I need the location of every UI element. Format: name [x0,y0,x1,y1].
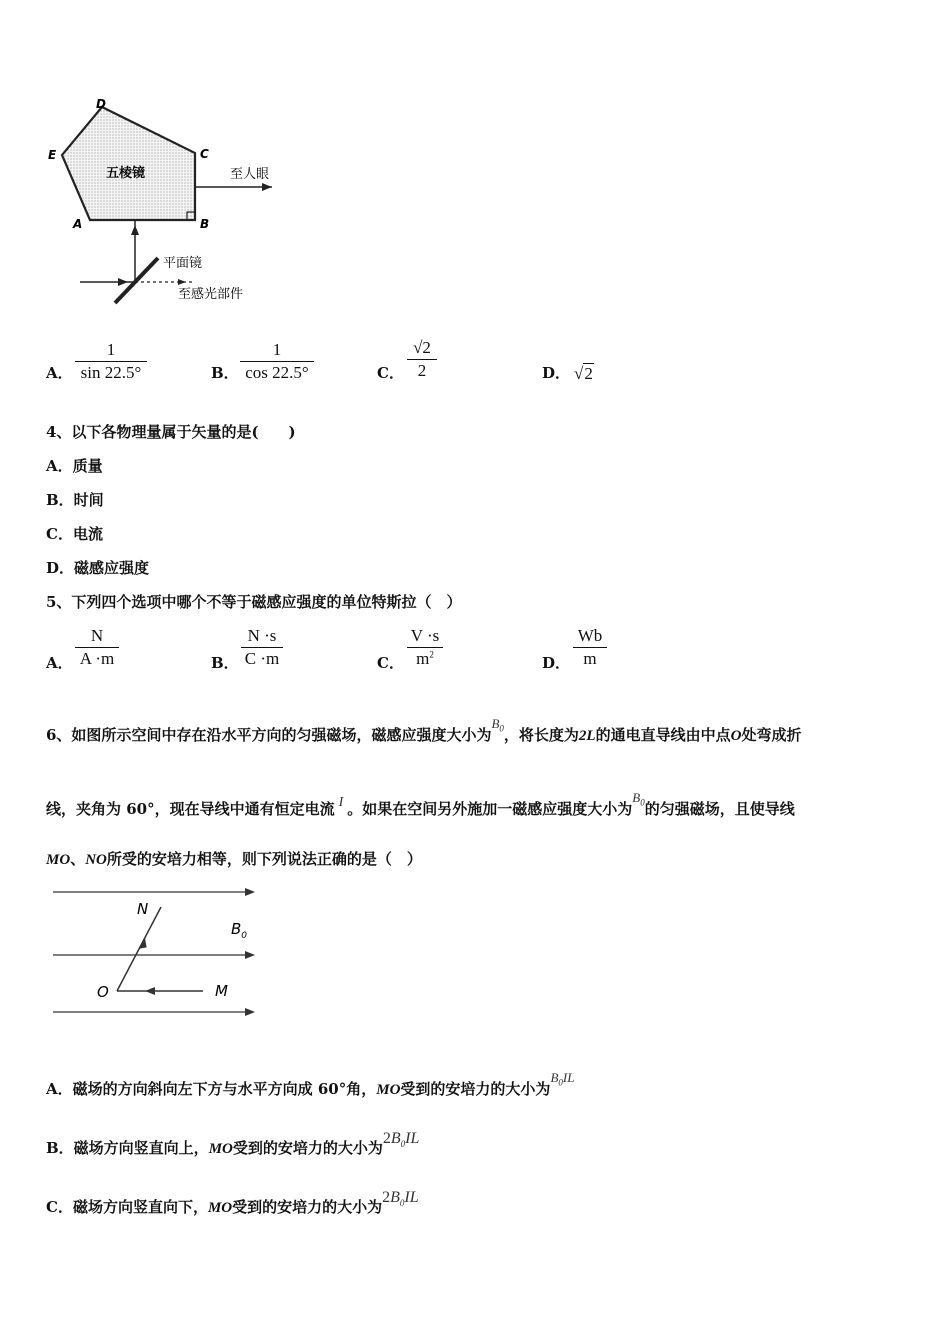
q3-option-b-denominator: cos 22.5° [245,363,309,382]
q6-line-3: MO、NO所受的安培力相等，则下列说法正确的是（ ） [46,850,422,868]
q4-stem: 4、以下各物理量属于矢量的是( ) [46,423,296,441]
q5-option-b-numerator: N ·s [247,626,277,645]
q4-option-b: B．时间 [46,491,104,509]
q3-option-c-denominator: 2 [417,361,427,380]
prism-label: 五棱镜 [106,166,146,181]
q6-line-2: 线，夹角为 60°，现在导线中通有恒定电流 I 。如果在空间另外施加一磁感应强度大小为$B_0$的匀强磁场，且使导线 [46,790,795,818]
q5-option-a-denominator: A ·m [79,649,115,668]
vertex-label-d: D [96,97,106,111]
q3-option-d-sqrt: √2 [574,364,593,383]
q3-option-a-denominator: sin 22.5° [80,363,142,382]
q5-option-c-numerator: V ·s [410,626,440,645]
label-o: O [97,983,109,1001]
label-n: N [137,900,149,918]
q5-option-d-denominator: m [583,649,597,668]
q4-option-d: D．磁感应强度 [46,559,150,577]
vertex-label-b: B [200,217,210,231]
q4-option-c: C．电流 [46,525,103,543]
vertex-label-e: E [48,148,57,162]
q6-option-a: A．磁场的方向斜向左下方与水平方向成 60°角，MO受到的安培力的大小为$B_0IL$ [46,1070,575,1098]
q3-option-c-letter: C． [377,364,404,382]
q3-option-a-letter: A． [46,364,73,382]
q5-option-d-letter: D． [542,654,571,672]
q5-option-a-fraction [75,626,119,669]
q3-option-b-numerator: 1 [272,340,282,359]
q6-option-c: C．磁场方向竖直向下，MO受到的安培力的大小为$2B_0IL$ [46,1189,419,1216]
label-b0: $B_0$ [231,920,248,941]
q5-option-c-denominator: m [416,649,430,668]
q3-option-d-value: 2 [584,364,593,383]
q3-option-c-numerator: √2 [413,338,431,357]
q6-option-b: B．磁场方向竖直向上，MO受到的安培力的大小为$2B_0IL$ [46,1130,420,1157]
q5-option-b-denominator: C ·m [244,649,280,668]
vertex-label-c: C [200,147,209,161]
q3-option-b-letter: B． [211,364,239,382]
q5-option-c-letter: C． [377,654,404,672]
q5-option-d-numerator: Wb [577,626,603,645]
mirror-label: 平面镜 [163,256,203,271]
label-m: M [215,982,228,1000]
magnetic-field-figure [45,880,265,1022]
q5-option-b-letter: B． [211,654,239,672]
q5-option-c-fraction [407,626,443,669]
sensor-label: 至感光部件 [178,287,244,302]
q5-option-a-numerator: N [90,626,104,645]
q5-option-b-fraction [241,626,283,669]
q3-option-a-fraction [75,340,147,383]
pentaprism-figure [40,95,300,310]
q5-stem: 5、下列四个选项中哪个不等于磁感应强度的单位特斯拉（ ） [46,593,462,611]
q5-option-d-fraction [573,626,607,669]
eye-label: 至人眼 [230,167,270,182]
q3-option-c-fraction [407,338,437,381]
vertex-label-a: A [73,217,83,231]
q4-option-a: A．质量 [46,457,103,475]
q3-option-d-letter: D． [542,364,571,382]
q3-option-a-numerator: 1 [106,340,116,359]
q5-option-a-letter: A． [46,654,73,672]
q6-line-1: 6、如图所示空间中存在沿水平方向的匀强磁场，磁感应强度大小为$B_0$，将长度为2L的通电直导线由中点O处弯成折 [46,716,802,744]
q5-option-c-denominator-exponent: 2 [429,649,434,660]
prism-shape [62,107,195,220]
q3-option-b-fraction [240,340,314,383]
